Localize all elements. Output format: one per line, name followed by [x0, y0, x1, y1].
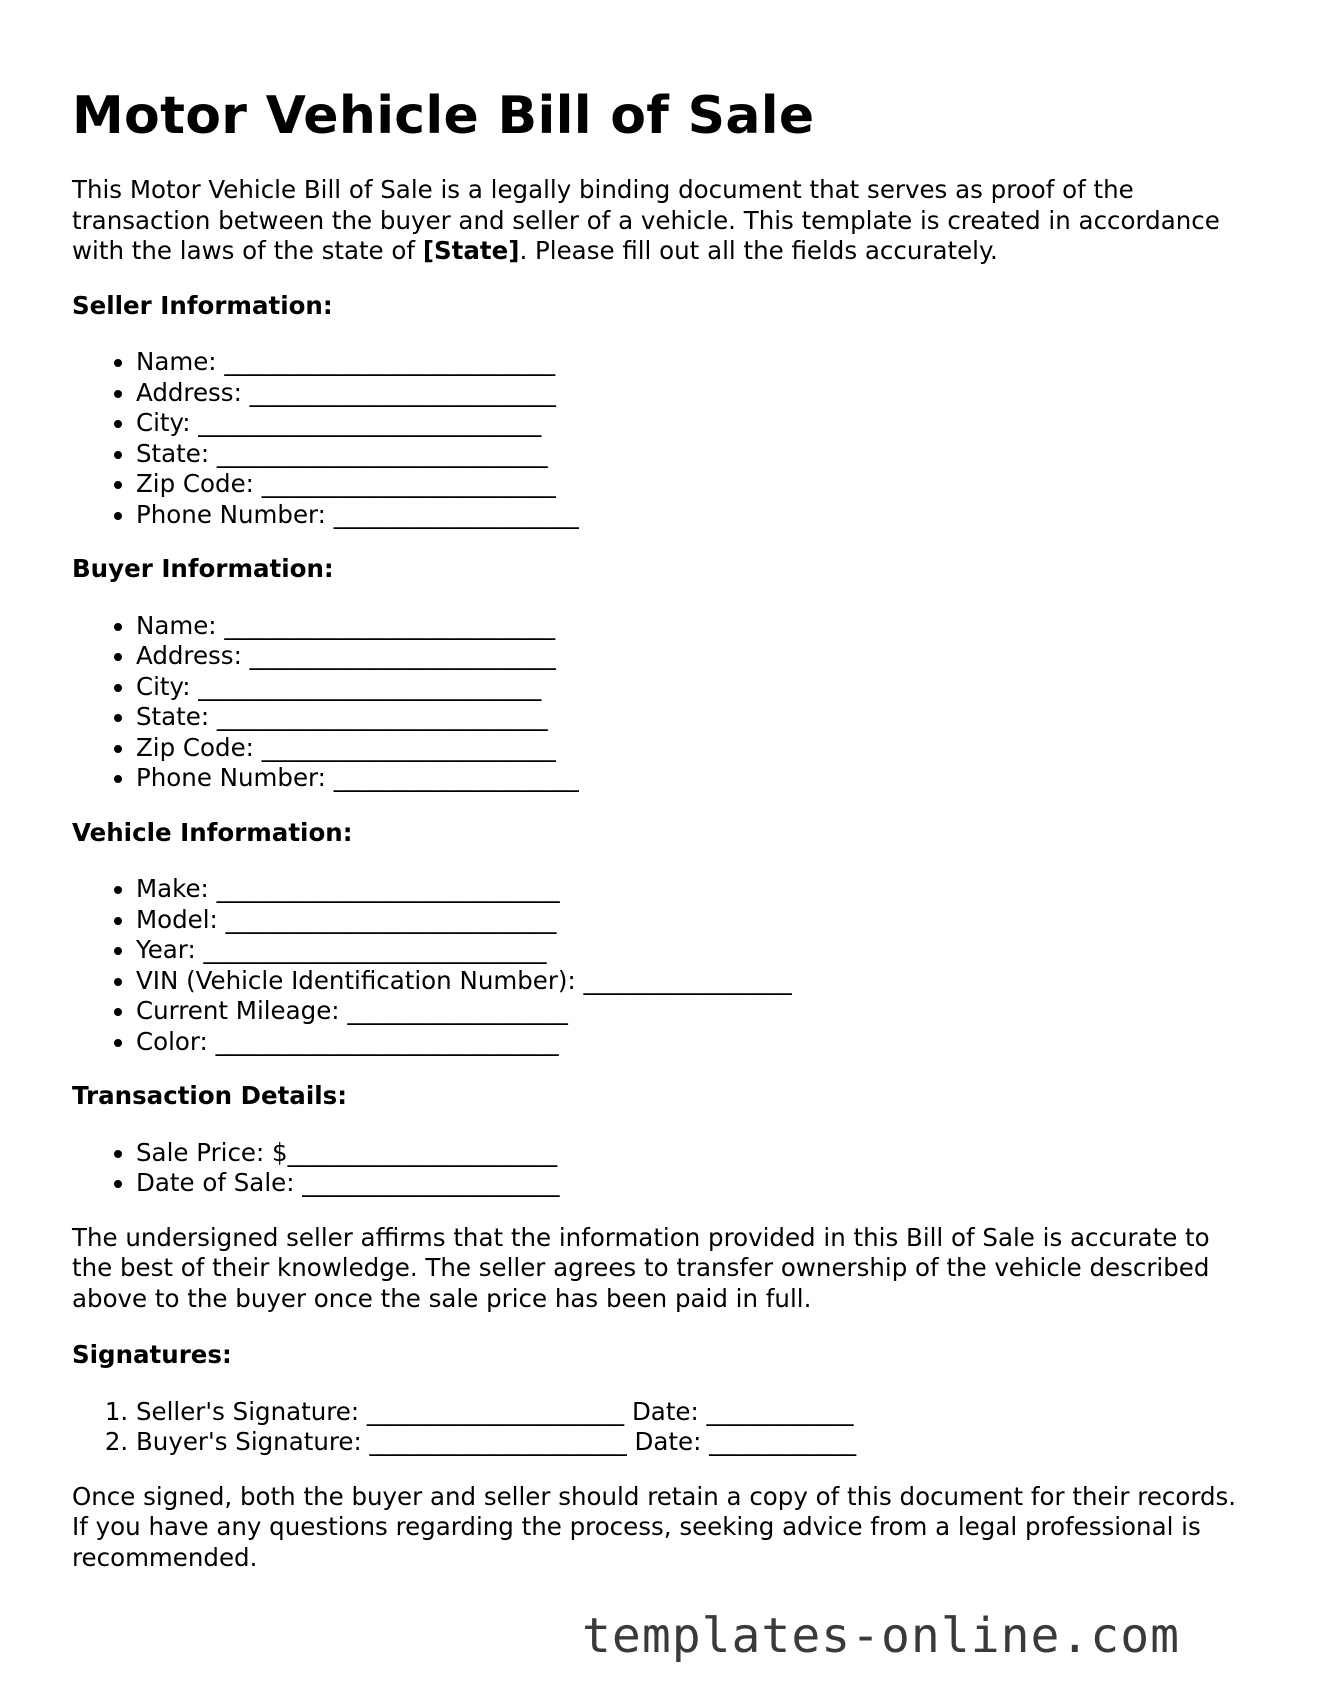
seller-signature-line: 1. Seller's Signature: _____________________ Date: ____________ [136, 1397, 1248, 1428]
buyer-zip-field: • Zip Code: ________________________ [136, 733, 1248, 764]
intro-text-after: . Please fill out all the fields accurately. [519, 236, 998, 266]
seller-list [72, 347, 1248, 530]
seller-name-field: • Name: ___________________________ [136, 347, 1248, 378]
buyer-phone-field: • Phone Number: ____________________ [136, 763, 1248, 794]
seller-address-field: • Address: _________________________ [136, 378, 1248, 409]
closing-paragraph: Once signed, both the buyer and seller should retain a copy of this document for their records. If you have any questions regarding the process, seeking advice from a legal professional is recommended. [72, 1481, 1237, 1572]
seller-heading: Seller Information: [72, 290, 333, 320]
transaction-heading: Transaction Details: [72, 1081, 348, 1111]
vehicle-list [72, 874, 1248, 1057]
watermark: templates-online.com [582, 1608, 1180, 1664]
seller-phone-field: • Phone Number: ____________________ [136, 500, 1248, 531]
buyer-list [72, 611, 1248, 794]
signatures-heading: Signatures: [72, 1340, 232, 1370]
state-placeholder: [State] [422, 236, 520, 266]
seller-state-field: • State: ___________________________ [136, 439, 1248, 470]
transaction-list [72, 1138, 1248, 1199]
buyer-heading: Buyer Information: [72, 554, 334, 584]
vehicle-mileage-field: • Current Mileage: __________________ [136, 996, 1248, 1027]
intro-text-before: This Motor Vehicle Bill of Sale is a legally binding document that serves as proof of the transaction between the buyer and seller of a vehicle. This template is created in accordance with the laws of the state of [72, 175, 1220, 266]
buyer-city-field: • City: ____________________________ [136, 672, 1248, 703]
vehicle-make-field: • Make: ____________________________ [136, 874, 1248, 905]
intro-paragraph [72, 175, 1248, 267]
document-title: Motor Vehicle Bill of Sale [72, 86, 815, 146]
buyer-state-field: • State: ___________________________ [136, 702, 1248, 733]
vehicle-heading: Vehicle Information: [72, 817, 353, 847]
seller-city-field: • City: ____________________________ [136, 408, 1248, 439]
vehicle-year-field: • Year: ____________________________ [136, 935, 1248, 966]
buyer-address-field: • Address: _________________________ [136, 641, 1248, 672]
document-page [72, 88, 1248, 1573]
buyer-signature-line: 2. Buyer's Signature: _____________________ Date: ____________ [136, 1427, 1248, 1458]
signatures-list [72, 1397, 1248, 1458]
vehicle-color-field: • Color: ____________________________ [136, 1027, 1248, 1058]
seller-zip-field: • Zip Code: ________________________ [136, 469, 1248, 500]
vehicle-model-field: • Model: ___________________________ [136, 905, 1248, 936]
sale-date-field: • Date of Sale: _____________________ [136, 1168, 1248, 1199]
buyer-name-field: • Name: ___________________________ [136, 611, 1248, 642]
affirmation-paragraph: The undersigned seller affirms that the information provided in this Bill of Sale is accurate to the best of their knowledge. The seller agrees to transfer ownership of the vehicle described above to the buyer once the sale price has been paid in full. [72, 1222, 1210, 1313]
sale-price-field: • Sale Price: $______________________ [136, 1138, 1248, 1169]
vehicle-vin-field: • VIN (Vehicle Identification Number): _________________ [136, 966, 1248, 997]
